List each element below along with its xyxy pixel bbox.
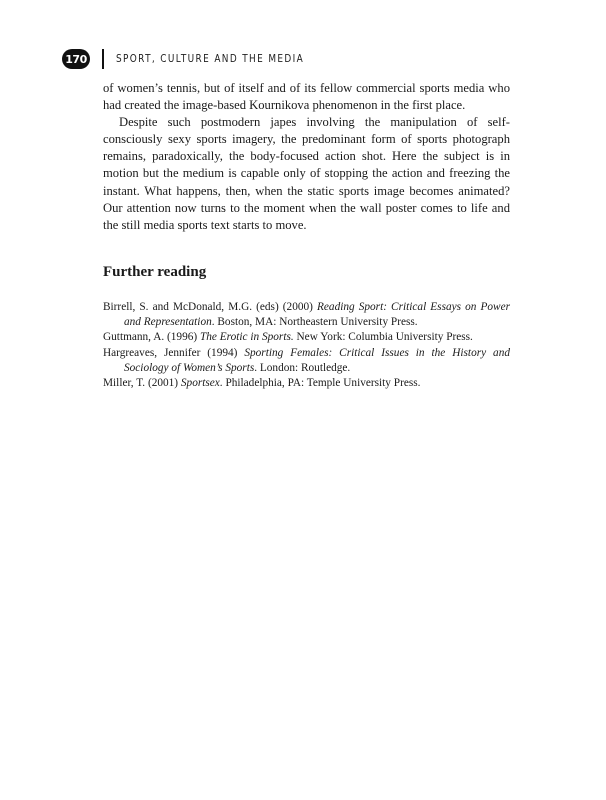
reference-publisher: . London: Routledge.: [254, 362, 351, 375]
running-title: SPORT, CULTURE AND THE MEDIA: [116, 53, 305, 65]
reference-title: Sportsex: [180, 377, 220, 390]
page-body: [103, 80, 510, 392]
reference-title: Sporting Females: Critical Issues in the History and Sociology of Women’s Sports: [124, 346, 511, 375]
running-head: [62, 47, 337, 71]
reference-entry: [103, 376, 510, 391]
body-paragraph: Despite such postmodern japes involving the manipulation of self-consciously sexy sports imagery, the predominant form of sports photograph remains, paradoxically, the body-focused action shot. Here the subject is in motion but the medium is capable only of stopping the action and freezing the instant. What happens, then, when the static sports image becomes animated? Our attention now turns to the moment when the wall poster comes to life and the still media sports text starts to move.: [103, 115, 510, 232]
further-reading-heading: Further reading: [103, 263, 207, 280]
reference-author-date: Hargreaves, Jennifer (1994): [103, 346, 245, 359]
page-number-badge: 170: [62, 49, 90, 69]
reference-list: [103, 300, 510, 392]
reference-entry: [103, 330, 510, 345]
reference-title: Reading Sport: Critical Essays on Power and Representation: [124, 300, 510, 329]
reference-title: The Erotic in Sports.: [199, 331, 294, 344]
header-divider: [102, 49, 104, 69]
reference-author-date: Miller, T. (2001): [103, 377, 181, 390]
reference-publisher: New York: Columbia University Press.: [293, 331, 473, 344]
reference-entry: [103, 346, 510, 377]
reference-author-date: Guttmann, A. (1996): [103, 331, 200, 344]
reference-author-date: Birrell, S. and McDonald, M.G. (eds) (2000): [103, 300, 317, 313]
reference-entry: [103, 300, 510, 331]
reference-publisher: . Philadelphia, PA: Temple University Press.: [219, 377, 421, 390]
reference-publisher: . Boston, MA: Northeastern University Press.: [211, 316, 418, 329]
body-paragraph: of women’s tennis, but of itself and of its fellow commercial sports media who had created the image-based Kournikova phenomenon in the first place.: [103, 81, 510, 113]
